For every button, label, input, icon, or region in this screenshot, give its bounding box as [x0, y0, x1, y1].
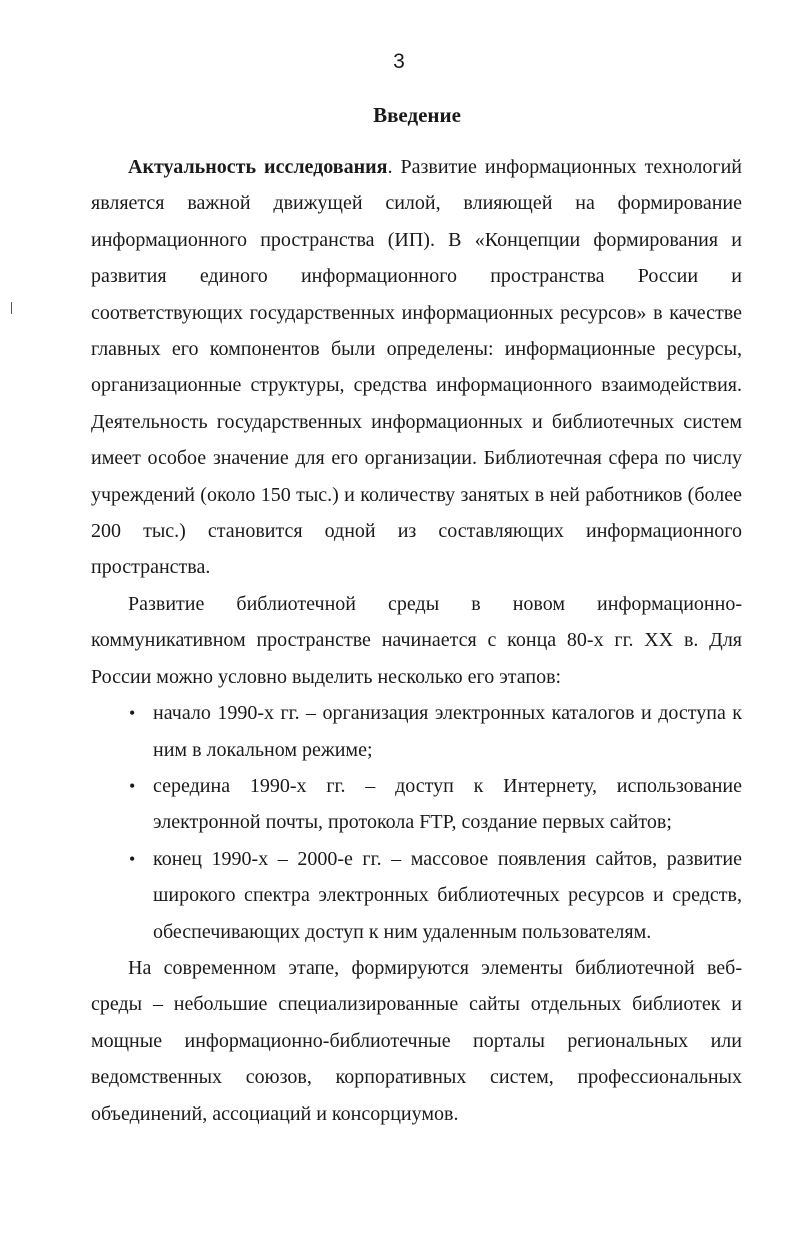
stages-list — [91, 695, 742, 950]
bullet-icon: • — [129, 848, 136, 869]
list-item — [129, 841, 742, 950]
paragraph-relevance — [91, 149, 742, 586]
list-item — [129, 768, 742, 841]
section-heading: Введение — [373, 103, 461, 127]
paragraph-text: . Развитие информационных технологий является важной движущей силой, влияющей на формирование информационного пространства (ИП). В «Концепции формирования и развития единого информационного пространства России и соответствующих государственных информационных ресурсов» в качестве главных его компонентов были определены: информационные ресурсы, организационные структуры, средства информационного взаимодействия. Деятельность государственных информационных и библиотечных систем имеет особое значение для его организации. Библиотечная сфера по числу учреждений (около 150 тыс.) и количеству занятых в ней работников (более 200 тыс.) становится одной из составляющих информационного пространства. — [91, 156, 742, 579]
page-number: 3 — [393, 50, 405, 73]
paragraph-modern-stage: На современном этапе, формируются элементы библиотечной веб-среды – небольшие специализированные сайты отдельных библиотек и мощные информационно-библиотечные порталы региональных или ведомственных союзов, корпоративных систем, профессиональных объединений, ассоциаций и консорциумов. — [91, 956, 742, 1125]
bullet-icon: • — [129, 775, 136, 796]
paragraph-development: Развитие библиотечной среды в новом информационно-коммуникативном пространстве начинается с конца 80-х гг. XX в. Для России можно условно выделить несколько его этапов: — [91, 592, 742, 688]
list-item-text: середина 1990-х гг. – доступ к Интернету, использование электронной почты, протокола FTP, создание первых сайтов; — [153, 774, 742, 834]
list-item — [129, 695, 742, 768]
scan-margin-mark — [11, 302, 12, 314]
bullet-icon: • — [129, 703, 136, 724]
list-item-text: начало 1990-х гг. – организация электронных каталогов и доступа к ним в локальном режиме; — [153, 702, 742, 761]
paragraph-lead: Актуальность исследования — [128, 156, 388, 178]
body-text — [91, 149, 742, 1132]
list-item-text: конец 1990-х – 2000-е гг. – массовое появления сайтов, развитие широкого спектра электронных библиотечных ресурсов и средств, обеспечивающих доступ к ним удаленным пользователям. — [153, 847, 742, 943]
